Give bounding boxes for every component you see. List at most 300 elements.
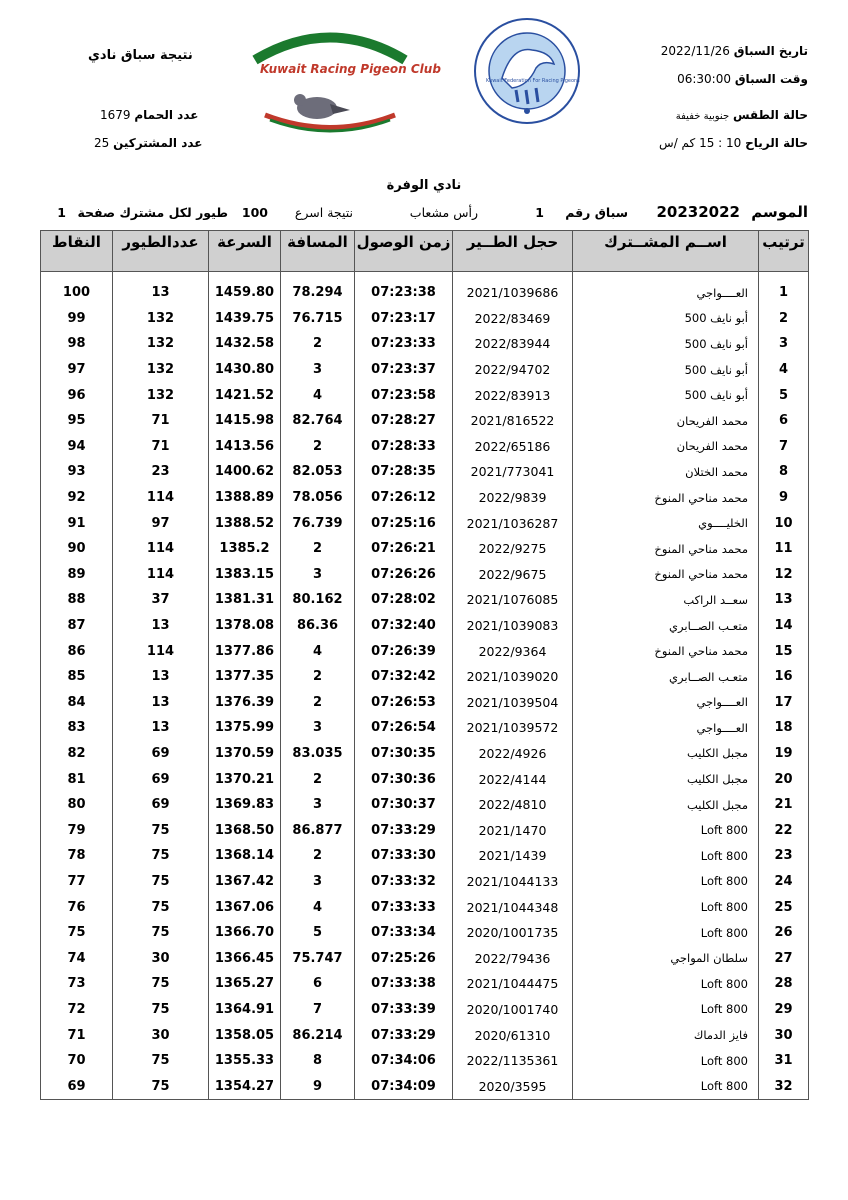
row-arrival-time: 07:23:37 [355,357,453,383]
club-logo [245,20,441,135]
col-rank: ترتيب [759,231,809,272]
row-speed: 1364.91 [209,997,281,1023]
row-birds-count: 69 [113,766,209,792]
table-row [41,869,809,895]
row-birds-count: 132 [113,306,209,332]
row-points: 75 [41,920,113,946]
row-distance: 78.056 [281,485,355,511]
federation-logo [472,16,582,128]
row-speed: 1459.80 [209,280,281,306]
table-row [41,971,809,997]
club-logo-text: Kuwait Racing Pigeon Club [260,62,441,76]
row-birds-count: 30 [113,945,209,971]
row-points: 93 [41,459,113,485]
row-arrival-time: 07:32:42 [355,664,453,690]
row-rank: 24 [759,869,809,895]
table-row [41,587,809,613]
row-birds-count: 75 [113,1073,209,1099]
row-speed: 1413.56 [209,434,281,460]
row-speed: 1367.42 [209,869,281,895]
row-ring-number: 2020/1001735 [453,920,573,946]
row-rank: 2 [759,306,809,332]
row-arrival-time: 07:33:29 [355,817,453,843]
row-speed: 1355.33 [209,1048,281,1074]
row-birds-count: 69 [113,792,209,818]
row-rank: 14 [759,613,809,639]
row-birds-count: 71 [113,434,209,460]
row-ring-number: 2021/1039020 [453,664,573,690]
row-birds-count: 114 [113,536,209,562]
row-ring-number: 2021/1470 [453,817,573,843]
col-arrival: زمن الوصول [355,231,453,272]
row-distance: 9 [281,1073,355,1099]
row-points: 71 [41,1022,113,1048]
row-member-name: Loft 800 [573,869,759,895]
row-rank: 21 [759,792,809,818]
row-points: 82 [41,741,113,767]
row-points: 70 [41,1048,113,1074]
row-arrival-time: 07:33:39 [355,997,453,1023]
row-ring-number: 2022/94702 [453,357,573,383]
row-arrival-time: 07:30:35 [355,741,453,767]
row-ring-number: 2022/83944 [453,331,573,357]
race-location: رأس مشعاب [409,205,478,220]
row-arrival-time: 07:26:21 [355,536,453,562]
table-row [41,920,809,946]
row-ring-number: 2022/4144 [453,766,573,792]
row-distance: 2 [281,536,355,562]
row-distance: 82.764 [281,408,355,434]
row-rank: 9 [759,485,809,511]
row-distance: 5 [281,920,355,946]
row-rank: 23 [759,843,809,869]
row-member-name: أبو نايف 500 [573,382,759,408]
row-member-name: أبو نايف 500 [573,331,759,357]
table-header-row [41,231,809,272]
row-speed: 1432.58 [209,331,281,357]
club-name: نادي الوفرة [386,178,462,193]
row-ring-number: 2022/4810 [453,792,573,818]
row-ring-number: 2021/1036287 [453,510,573,536]
row-arrival-time: 07:25:16 [355,510,453,536]
table-row [41,741,809,767]
row-speed: 1367.06 [209,894,281,920]
row-points: 77 [41,869,113,895]
row-distance: 4 [281,382,355,408]
row-rank: 27 [759,945,809,971]
row-points: 88 [41,587,113,613]
row-rank: 26 [759,920,809,946]
row-member-name: محمد مناحي المنوخ [573,536,759,562]
row-ring-number: 2020/3595 [453,1073,573,1099]
row-ring-number: 2021/1044475 [453,971,573,997]
row-rank: 28 [759,971,809,997]
row-birds-count: 13 [113,664,209,690]
row-birds-count: 71 [113,408,209,434]
row-distance: 8 [281,1048,355,1074]
row-rank: 18 [759,715,809,741]
table-row [41,382,809,408]
row-points: 92 [41,485,113,511]
row-birds-count: 75 [113,869,209,895]
race-no-label: سباق رقم [565,205,628,220]
row-points: 87 [41,613,113,639]
row-birds-count: 23 [113,459,209,485]
row-ring-number: 2020/61310 [453,1022,573,1048]
results-table [40,230,809,1100]
row-ring-number: 2022/1135361 [453,1048,573,1074]
row-member-name: العــــواجي [573,690,759,716]
row-arrival-time: 07:33:38 [355,971,453,997]
row-birds-count: 75 [113,894,209,920]
col-member: اســم المشــترك [573,231,759,272]
row-birds-count: 75 [113,920,209,946]
row-member-name: Loft 800 [573,971,759,997]
race-time: وقت السباق 06:30:00 [677,72,808,86]
table-row [41,1073,809,1099]
row-member-name: Loft 800 [573,1048,759,1074]
row-member-name: محمد مناحي المنوخ [573,638,759,664]
table-row [41,536,809,562]
row-speed: 1381.31 [209,587,281,613]
row-birds-count: 132 [113,357,209,383]
fastest-value: 100 [241,205,268,220]
row-distance: 76.715 [281,306,355,332]
row-birds-count: 13 [113,613,209,639]
row-rank: 31 [759,1048,809,1074]
col-distance: المسافة [281,231,355,272]
row-ring-number: 2022/9675 [453,562,573,588]
row-rank: 7 [759,434,809,460]
row-speed: 1375.99 [209,715,281,741]
row-ring-number: 2022/83469 [453,306,573,332]
row-member-name: فايز الدماك [573,1022,759,1048]
weather: حالة الطقس جنوبية خفيفة [675,108,808,122]
row-arrival-time: 07:23:58 [355,382,453,408]
row-points: 73 [41,971,113,997]
row-distance: 4 [281,638,355,664]
row-ring-number: 2021/1439 [453,843,573,869]
row-rank: 1 [759,280,809,306]
row-distance: 7 [281,997,355,1023]
row-birds-count: 69 [113,741,209,767]
row-member-name: أبو نايف 500 [573,306,759,332]
row-arrival-time: 07:33:33 [355,894,453,920]
row-speed: 1400.62 [209,459,281,485]
row-member-name: العــــواجي [573,715,759,741]
row-rank: 29 [759,997,809,1023]
row-distance: 2 [281,843,355,869]
row-arrival-time: 07:28:27 [355,408,453,434]
row-arrival-time: 07:33:30 [355,843,453,869]
row-distance: 80.162 [281,587,355,613]
row-distance: 3 [281,562,355,588]
row-speed: 1439.75 [209,306,281,332]
row-birds-count: 37 [113,587,209,613]
row-points: 94 [41,434,113,460]
row-points: 84 [41,690,113,716]
row-ring-number: 2021/773041 [453,459,573,485]
row-ring-number: 2022/65186 [453,434,573,460]
table-row [41,306,809,332]
row-rank: 20 [759,766,809,792]
table-row [41,792,809,818]
row-ring-number: 2021/1039504 [453,690,573,716]
row-ring-number: 2020/1001740 [453,997,573,1023]
per-member-label: طيور لكل مشترك صفحة [77,205,228,220]
row-speed: 1368.14 [209,843,281,869]
row-ring-number: 2022/4926 [453,741,573,767]
row-arrival-time: 07:25:26 [355,945,453,971]
row-points: 83 [41,715,113,741]
row-rank: 6 [759,408,809,434]
row-distance: 83.035 [281,741,355,767]
row-rank: 8 [759,459,809,485]
row-points: 89 [41,562,113,588]
row-arrival-time: 07:23:38 [355,280,453,306]
row-birds-count: 75 [113,1048,209,1074]
row-arrival-time: 07:28:02 [355,587,453,613]
row-points: 100 [41,280,113,306]
col-points: النقاط [41,231,113,272]
row-speed: 1415.98 [209,408,281,434]
row-points: 95 [41,408,113,434]
row-arrival-time: 07:28:35 [355,459,453,485]
row-rank: 30 [759,1022,809,1048]
row-member-name: مجبل الكليب [573,766,759,792]
row-speed: 1376.39 [209,690,281,716]
row-member-name: Loft 800 [573,1073,759,1099]
row-distance: 76.739 [281,510,355,536]
row-speed: 1377.35 [209,664,281,690]
row-arrival-time: 07:34:09 [355,1073,453,1099]
row-speed: 1377.86 [209,638,281,664]
row-speed: 1368.50 [209,817,281,843]
row-points: 98 [41,331,113,357]
row-ring-number: 2021/1076085 [453,587,573,613]
row-arrival-time: 07:23:17 [355,306,453,332]
row-member-name: Loft 800 [573,894,759,920]
row-arrival-time: 07:28:33 [355,434,453,460]
race-info-row [40,205,808,227]
row-rank: 19 [759,741,809,767]
table-row [41,945,809,971]
row-member-name: سعــد الراكب [573,587,759,613]
row-ring-number: 2022/79436 [453,945,573,971]
row-member-name: محمد مناحي المنوخ [573,485,759,511]
row-distance: 86.214 [281,1022,355,1048]
row-rank: 16 [759,664,809,690]
participants-count: عدد المشتركين 25 [94,136,203,150]
table-row [41,562,809,588]
row-ring-number: 2021/816522 [453,408,573,434]
row-points: 96 [41,382,113,408]
table-row [41,894,809,920]
table-row [41,1022,809,1048]
row-rank: 11 [759,536,809,562]
row-distance: 2 [281,690,355,716]
table-row [41,510,809,536]
row-rank: 25 [759,894,809,920]
table-row [41,664,809,690]
row-speed: 1365.27 [209,971,281,997]
fastest-label: نتيجة اسرع [294,205,353,220]
row-points: 76 [41,894,113,920]
row-points: 79 [41,817,113,843]
table-row [41,331,809,357]
row-speed: 1383.15 [209,562,281,588]
row-speed: 1370.21 [209,766,281,792]
row-arrival-time: 07:26:12 [355,485,453,511]
row-points: 85 [41,664,113,690]
row-member-name: Loft 800 [573,843,759,869]
col-birds: عددالطيور [113,231,209,272]
row-distance: 2 [281,331,355,357]
col-speed: السرعة [209,231,281,272]
row-speed: 1378.08 [209,613,281,639]
row-ring-number: 2022/9275 [453,536,573,562]
row-arrival-time: 07:33:32 [355,869,453,895]
row-arrival-time: 07:26:39 [355,638,453,664]
row-speed: 1366.45 [209,945,281,971]
row-birds-count: 114 [113,638,209,664]
row-birds-count: 13 [113,715,209,741]
row-points: 80 [41,792,113,818]
row-distance: 6 [281,971,355,997]
row-distance: 4 [281,894,355,920]
table-row [41,766,809,792]
row-birds-count: 97 [113,510,209,536]
race-no-value: 1 [535,205,544,220]
row-speed: 1358.05 [209,1022,281,1048]
wind: حالة الرياح 10 : 15 كم /س [659,136,808,150]
row-distance: 3 [281,869,355,895]
row-speed: 1388.52 [209,510,281,536]
row-rank: 12 [759,562,809,588]
table-row [41,357,809,383]
row-points: 81 [41,766,113,792]
result-title: نتيجة سباق نادي [88,48,193,63]
row-member-name: متعـب الصــابري [573,664,759,690]
col-ring: حجل الطــير [453,231,573,272]
row-speed: 1388.89 [209,485,281,511]
row-speed: 1354.27 [209,1073,281,1099]
row-birds-count: 114 [113,562,209,588]
row-member-name: Loft 800 [573,997,759,1023]
row-birds-count: 75 [113,817,209,843]
row-birds-count: 75 [113,971,209,997]
row-member-name: محمد مناحي المنوخ [573,562,759,588]
row-speed: 1385.2 [209,536,281,562]
row-ring-number: 2021/1044133 [453,869,573,895]
row-distance: 86.877 [281,817,355,843]
row-points: 90 [41,536,113,562]
row-rank: 5 [759,382,809,408]
row-rank: 4 [759,357,809,383]
row-distance: 86.36 [281,613,355,639]
row-distance: 82.053 [281,459,355,485]
row-ring-number: 2021/1039083 [453,613,573,639]
table-row [41,485,809,511]
table-row [41,817,809,843]
row-arrival-time: 07:23:33 [355,331,453,357]
season-label: الموسم [751,203,808,221]
race-date: تاريخ السباق 2022/11/26 [660,44,808,58]
row-rank: 10 [759,510,809,536]
row-arrival-time: 07:26:54 [355,715,453,741]
row-birds-count: 13 [113,280,209,306]
row-member-name: مجبل الكليب [573,792,759,818]
row-distance: 3 [281,792,355,818]
row-points: 97 [41,357,113,383]
row-points: 86 [41,638,113,664]
row-arrival-time: 07:26:53 [355,690,453,716]
row-member-name: متعـب الصــابري [573,613,759,639]
row-arrival-time: 07:34:06 [355,1048,453,1074]
row-rank: 17 [759,690,809,716]
row-member-name: محمد الفريحان [573,408,759,434]
row-birds-count: 132 [113,382,209,408]
row-arrival-time: 07:33:29 [355,1022,453,1048]
table-row [41,434,809,460]
row-ring-number: 2022/9839 [453,485,573,511]
table-row [41,638,809,664]
row-member-name: Loft 800 [573,920,759,946]
row-birds-count: 132 [113,331,209,357]
federation-logo-text: Kuwait Federation For Racing Pigeons [486,78,580,84]
row-points: 78 [41,843,113,869]
row-rank: 13 [759,587,809,613]
table-row [41,408,809,434]
row-arrival-time: 07:33:34 [355,920,453,946]
row-birds-count: 30 [113,1022,209,1048]
row-arrival-time: 07:30:37 [355,792,453,818]
table-row [41,690,809,716]
row-ring-number: 2021/1039686 [453,280,573,306]
row-points: 69 [41,1073,113,1099]
row-points: 74 [41,945,113,971]
row-ring-number: 2021/1044348 [453,894,573,920]
table-row [41,843,809,869]
row-distance: 75.747 [281,945,355,971]
row-arrival-time: 07:30:36 [355,766,453,792]
row-speed: 1369.83 [209,792,281,818]
row-points: 99 [41,306,113,332]
table-row [41,613,809,639]
row-member-name: محمد الفريحان [573,434,759,460]
row-member-name: Loft 800 [573,817,759,843]
row-distance: 3 [281,715,355,741]
row-distance: 78.294 [281,280,355,306]
row-ring-number: 2022/83913 [453,382,573,408]
row-speed: 1366.70 [209,920,281,946]
row-member-name: العــــواجي [573,280,759,306]
row-birds-count: 13 [113,690,209,716]
row-distance: 2 [281,664,355,690]
row-points: 91 [41,510,113,536]
row-points: 72 [41,997,113,1023]
row-speed: 1421.52 [209,382,281,408]
row-arrival-time: 07:26:26 [355,562,453,588]
row-arrival-time: 07:32:40 [355,613,453,639]
season-value: 20232022 [656,203,740,221]
row-distance: 2 [281,766,355,792]
table-row [41,459,809,485]
row-speed: 1370.59 [209,741,281,767]
row-rank: 32 [759,1073,809,1099]
row-member-name: سلطان المواجي [573,945,759,971]
row-speed: 1430.80 [209,357,281,383]
